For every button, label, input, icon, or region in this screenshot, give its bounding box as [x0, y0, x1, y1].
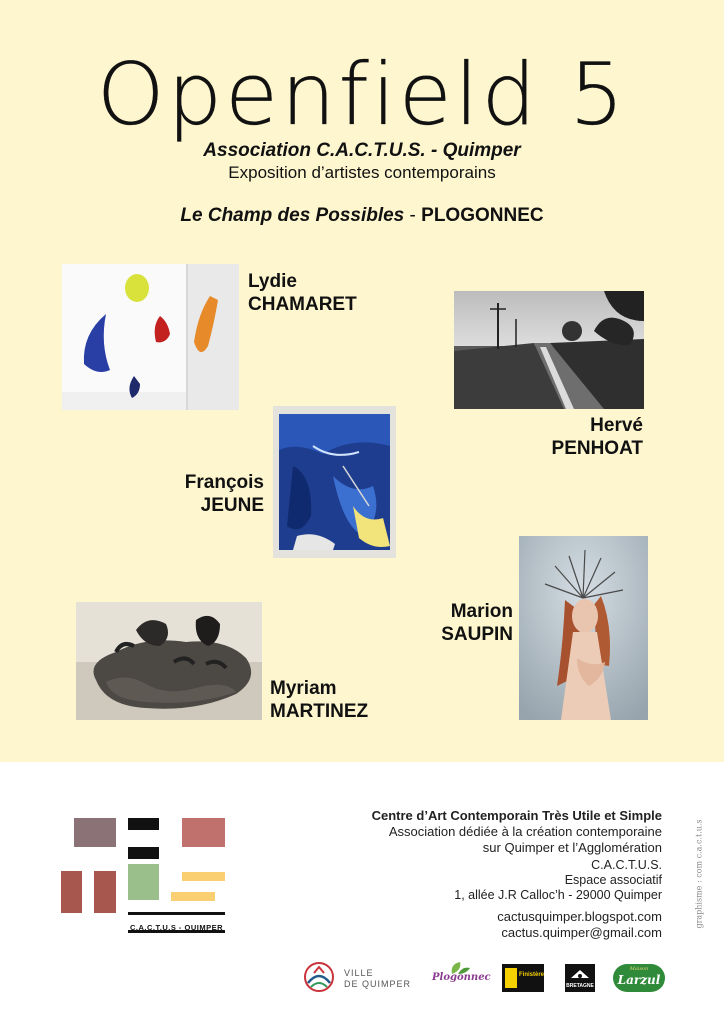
artist-last-name: SAUPIN	[441, 624, 513, 645]
bretagne-label: BRETAGNE	[566, 983, 594, 989]
logo-caption-bar	[128, 912, 225, 933]
portrait-photo-artwork	[519, 536, 648, 720]
address-line3: 1, allée J.R Calloc’h - 29000 Quimper	[454, 888, 662, 902]
logo-block-black-top	[128, 818, 159, 830]
centre-name: Centre d’Art Contemporain Très Utile et Simple	[371, 808, 662, 823]
colorful-sculptures-artwork	[62, 264, 239, 410]
blue-painting-artwork	[273, 406, 396, 558]
artist-herve-penhoat	[520, 414, 643, 460]
artist-francois-jeune	[170, 471, 264, 517]
venue-separator: -	[404, 205, 422, 226]
artist-first-name: Hervé	[590, 415, 643, 436]
blog-link[interactable]: cactusquimper.blogspot.com	[497, 909, 662, 924]
larzul-label: Larzul	[617, 973, 661, 987]
address-line2: Espace associatif	[564, 873, 662, 887]
artist-first-name: François	[184, 472, 264, 493]
ville-line2: DE QUIMPER	[344, 979, 412, 989]
logo-block-rose	[182, 818, 225, 847]
exhibition-subtitle: Exposition d’artistes contemporains	[228, 163, 496, 182]
venue-place: PLOGONNEC	[421, 205, 544, 226]
ville-line1: VILLE	[344, 968, 374, 978]
finistere-label: Finistère	[519, 972, 545, 978]
dark-sculpture-artwork	[76, 602, 262, 720]
larzul-logo	[613, 964, 665, 992]
artist-first-name: Myriam	[270, 678, 337, 699]
artist-last-name: JEUNE	[200, 495, 264, 516]
bretagne-logo	[565, 964, 595, 992]
artist-lydie-chamaret	[248, 270, 357, 316]
address-line1: C.A.C.T.U.S.	[591, 858, 662, 872]
logo-block-brick-right	[94, 871, 116, 913]
venue-name: Le Champ des Possibles	[180, 205, 405, 226]
footer-contact	[497, 909, 662, 941]
artist-myriam-martinez	[270, 677, 368, 723]
finistere-emblem-icon	[505, 968, 517, 988]
logo-block-brick-left	[61, 871, 82, 913]
ermine-icon	[565, 966, 595, 984]
centre-desc-line2: sur Quimper et l’Agglomération	[482, 840, 662, 855]
road-photo-artwork	[454, 291, 644, 409]
logo-caption: C.A.C.T.U.S - QUIMPER	[129, 923, 223, 932]
graphic-credit: graphisme : com c.a.c.t.u.s	[694, 819, 704, 929]
logo-block-yellow-top	[182, 872, 225, 881]
plogonnec-label: Plogonnec	[432, 972, 491, 983]
artist-last-name: MARTINEZ	[270, 701, 369, 722]
footer-centre-info	[372, 808, 662, 856]
logo-block-mauve	[74, 818, 116, 847]
artist-last-name: PENHOAT	[551, 438, 643, 459]
cactus-logo	[60, 816, 228, 936]
ville-de-quimper-logo	[302, 960, 414, 996]
larzul-top: Maison	[629, 966, 649, 972]
venue-line	[0, 205, 724, 227]
logo-block-green	[128, 864, 159, 900]
footer-address	[454, 858, 662, 903]
artist-last-name: CHAMARET	[248, 294, 357, 315]
centre-desc-line1: Association dédiée à la création contemporaine	[388, 824, 662, 839]
logo-block-yellow-bottom	[171, 892, 215, 901]
artist-first-name: Lydie	[248, 271, 297, 292]
artist-marion-saupin	[420, 600, 513, 646]
email-link[interactable]: cactus.quimper@gmail.com	[501, 925, 662, 940]
quimper-emblem-icon	[302, 961, 336, 995]
poster-title: Openfield 5	[96, 45, 628, 145]
artist-first-name: Marion	[450, 601, 513, 622]
logo-block-black-mid	[128, 847, 159, 859]
plogonnec-logo	[432, 960, 491, 994]
association-name: Association C.A.C.T.U.S. - Quimper	[203, 140, 521, 161]
finistere-logo	[502, 964, 544, 992]
